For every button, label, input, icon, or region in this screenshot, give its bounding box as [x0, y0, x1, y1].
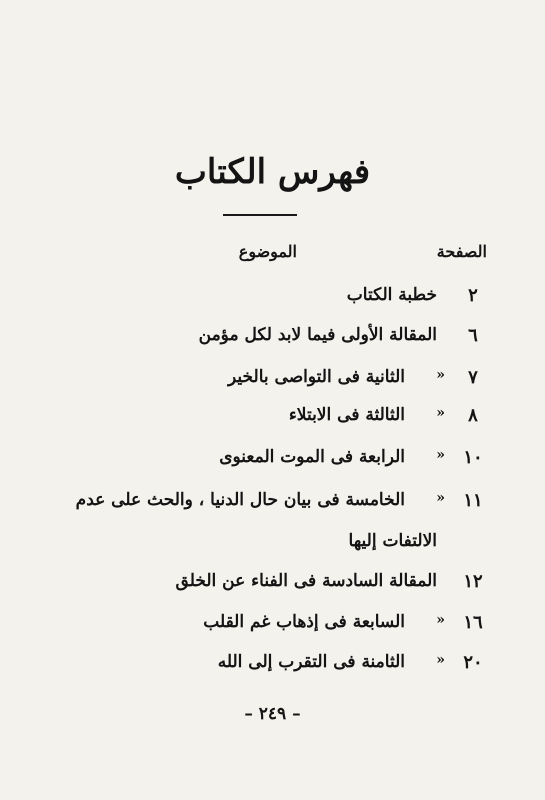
toc-entry-page: ٢ [468, 285, 478, 306]
toc-entry [0, 325, 545, 355]
page-number: – ٢٤٩ – [244, 704, 301, 724]
toc-entry-continuation: الالتفات إليها [348, 531, 437, 551]
toc-entry-title: الثالثة فى الابتلاء [288, 405, 405, 425]
toc-entry-title: خطبة الكتاب [346, 285, 437, 305]
page-title: فهرس الكتاب [174, 152, 371, 192]
toc-entry-page: ١٢ [463, 571, 483, 592]
ditto-mark: « [436, 612, 445, 628]
title-underline [223, 214, 297, 216]
toc-entry [0, 405, 545, 435]
toc-entry [0, 447, 545, 477]
ditto-mark: « [436, 447, 445, 463]
toc-entry [0, 367, 545, 397]
toc-entry-title: المقالة السادسة فى الفناء عن الخلق [175, 571, 437, 591]
column-header-topic: الموضوع [238, 242, 297, 261]
toc-entry [0, 612, 545, 642]
toc-entry-page: ١٦ [463, 612, 483, 633]
ditto-mark: « [436, 652, 445, 668]
toc-entry [0, 490, 545, 520]
toc-entry [0, 652, 545, 682]
toc-entry-title: الخامسة فى بيان حال الدنيا ، والحث على عدم [75, 490, 405, 510]
toc-entry [0, 571, 545, 601]
column-header-page: الصفحة [436, 242, 487, 261]
toc-entry-page: ٢٠ [463, 652, 483, 673]
toc-entry-page: ١١ [463, 490, 483, 511]
ditto-mark: « [436, 405, 445, 421]
toc-entry-page: ٨ [468, 405, 478, 426]
toc-entry-title: الثانية فى التواصى بالخير [228, 367, 405, 387]
toc-entry-page: ٦ [468, 325, 478, 346]
toc-entry-page: ١٠ [463, 447, 483, 468]
ditto-mark: « [436, 367, 445, 383]
toc-entry-page: ٧ [468, 367, 478, 388]
toc-entry-title: الثامنة فى التقرب إلى الله [217, 652, 405, 672]
toc-entry-title: الرابعة فى الموت المعنوى [219, 447, 405, 467]
toc-entry-title: السابعة فى إذهاب غم القلب [203, 612, 405, 632]
toc-entry-title: المقالة الأولى فيما لابد لكل مؤمن [198, 325, 437, 345]
toc-entry [0, 285, 545, 315]
ditto-mark: « [436, 490, 445, 506]
